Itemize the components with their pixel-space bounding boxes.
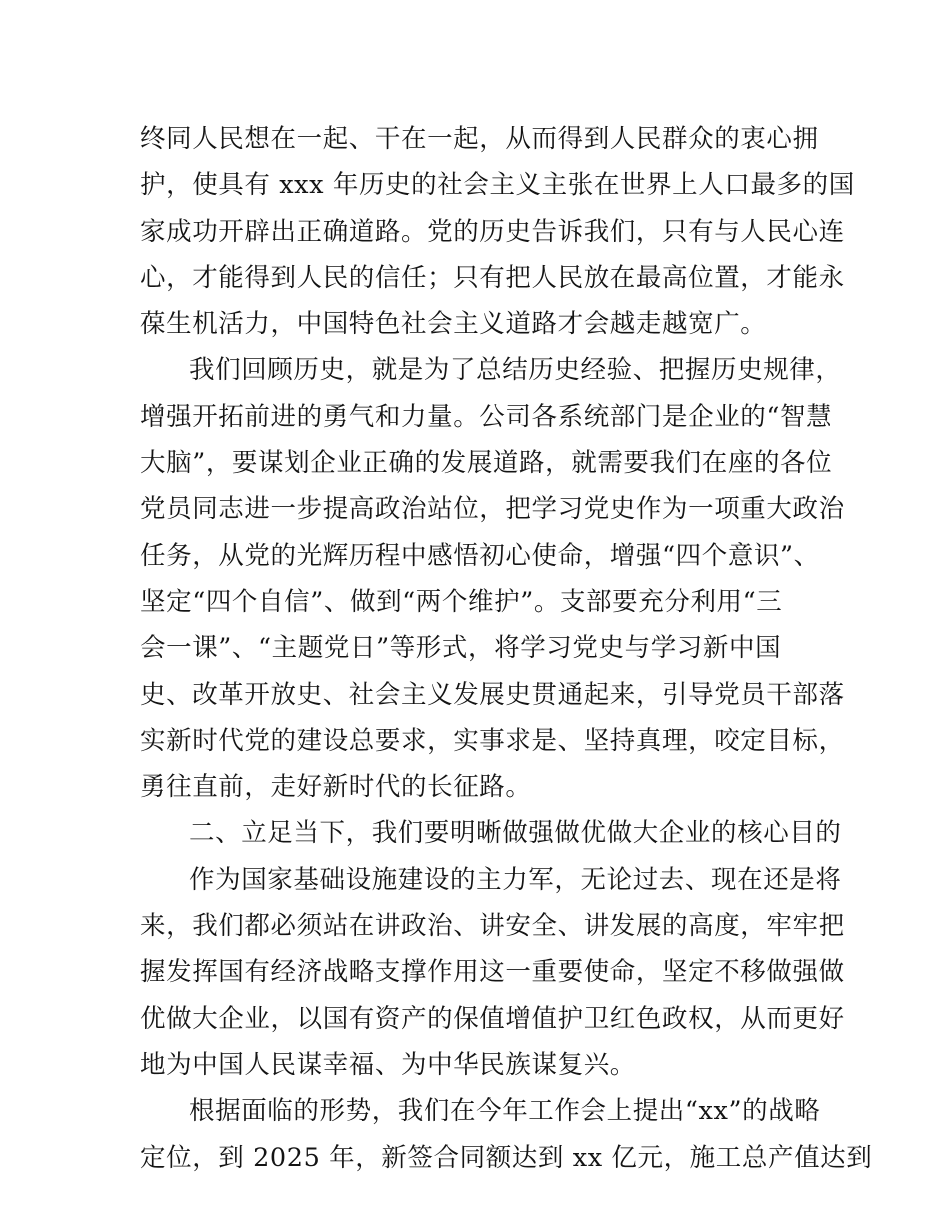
text-line: 心，才能得到人民的信任；只有把人民放在最高位置，才能永: [140, 262, 845, 293]
text-line: 握发挥国有经济战略支撑作用这一重要使命，坚定不移做强做: [140, 957, 845, 988]
text-line: 坚定“四个自信”、做到“两个维护”。支部要充分利用“三: [140, 586, 783, 617]
text-line: 护，使具有 xxx 年历史的社会主义主张在世界上人口最多的国: [140, 170, 855, 201]
text-line: 优做大企业，以国有资产的保值增值护卫红色政权，从而更好: [140, 1003, 845, 1034]
section-heading: 二、立足当下，我们要明晰做强做优做大企业的核心目的: [189, 818, 842, 849]
text-line: 实新时代党的建设总要求，实事求是、坚持真理，咬定目标，: [140, 725, 845, 756]
text-line: 勇往直前，走好新时代的长征路。: [140, 772, 532, 803]
paragraph-start-line: 我们回顾历史，就是为了总结历史经验、把握历史规律，: [189, 355, 842, 386]
text-line: 家成功开辟出正确道路。党的历史告诉我们，只有与人民心连: [140, 216, 845, 247]
document-body: [140, 116, 873, 1181]
text-line: 党员同志进一步提高政治站位，把学习党史作为一项重大政治: [140, 494, 845, 525]
text-line: 大脑”，要谋划企业正确的发展道路，就需要我们在座的各位: [140, 448, 833, 479]
text-line: 会一课”、“主题党日”等形式，将学习党史与学习新中国: [140, 633, 782, 664]
text-line: 地为中国人民谋幸福、为中华民族谋复兴。: [140, 1049, 636, 1080]
text-line: 葆生机活力，中国特色社会主义道路才会越走越宽广。: [140, 309, 767, 340]
text-line: 史、改革开放史、社会主义发展史贯通起来，引导党员干部落: [140, 679, 845, 710]
paragraph-start-line: 根据面临的形势，我们在今年工作会上提出“xx”的战略: [189, 1096, 821, 1127]
text-line: 任务，从党的光辉历程中感悟初心使命，增强“四个意识”、: [140, 540, 820, 571]
text-line: 终同人民想在一起、干在一起，从而得到人民群众的衷心拥: [140, 124, 819, 154]
text-line: 增强开拓前进的勇气和力量。公司各系统部门是企业的“智慧: [140, 401, 833, 432]
text-line: 定位，到 2025 年，新签合同额达到 xx 亿元，施工总产值达到: [140, 1142, 873, 1173]
text-line: 来，我们都必须站在讲政治、讲安全、讲发展的高度，牢牢把: [140, 911, 845, 942]
paragraph-start-line: 作为国家基础设施建设的主力军，无论过去、现在还是将: [189, 864, 842, 895]
